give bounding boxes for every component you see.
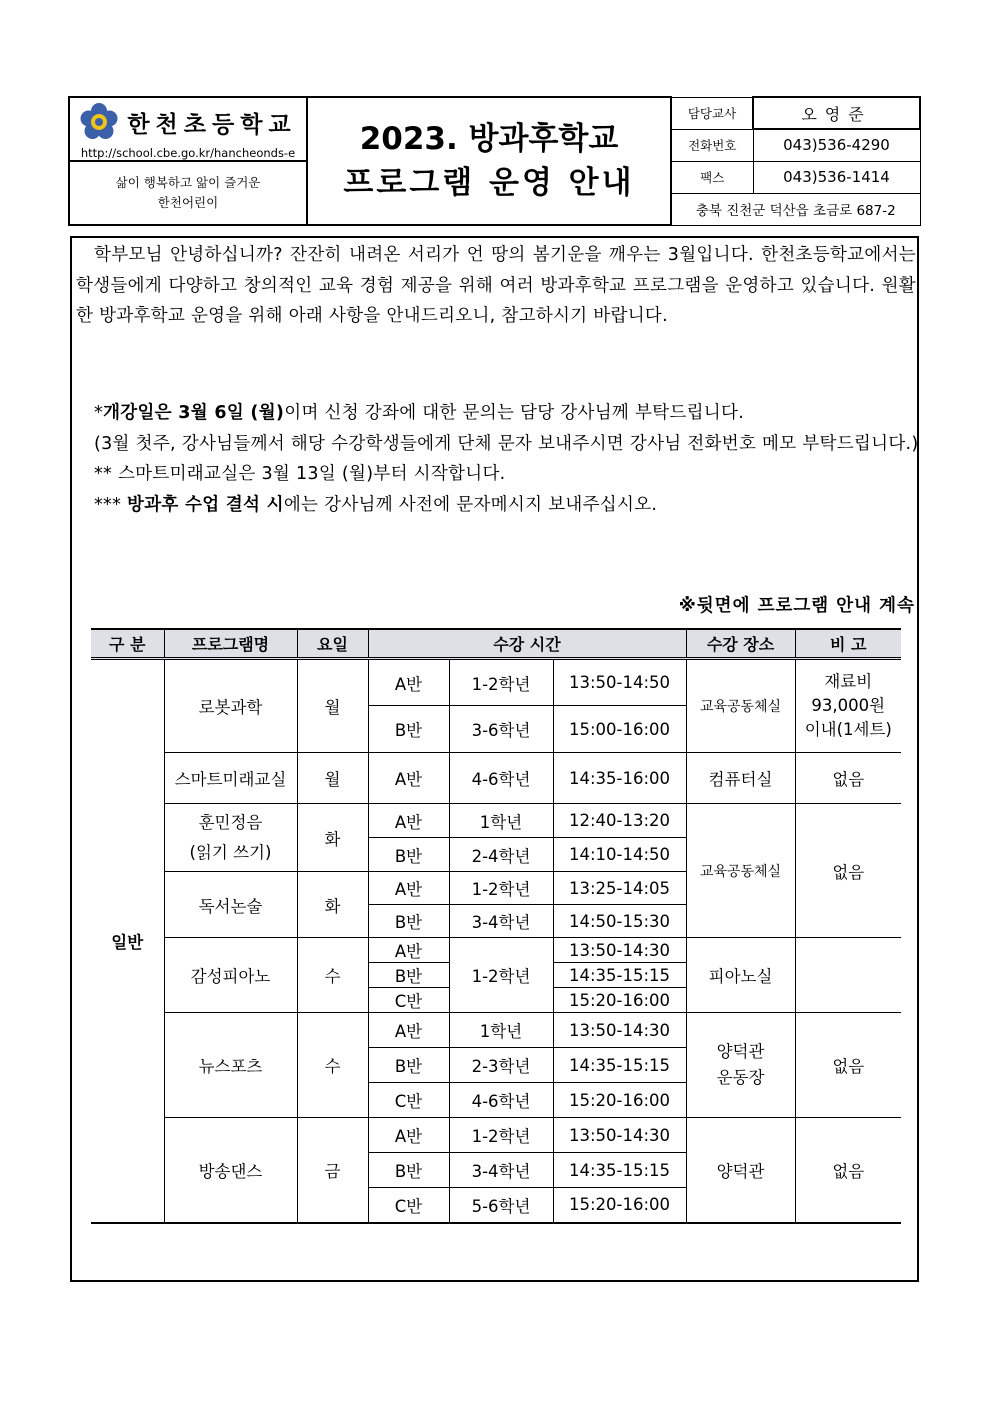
time-cell: 14:35-16:00 (553, 753, 686, 804)
program-name: 로봇과학 (164, 659, 297, 753)
teacher-value: 오영준 (753, 97, 920, 129)
grade-cell: 3-4학년 (449, 905, 553, 938)
fax-value: 043)536-1414 (753, 161, 920, 193)
program-day: 화 (297, 872, 368, 938)
time-cell: 14:50-15:30 (553, 905, 686, 938)
phone-value: 043)536-4290 (753, 129, 920, 161)
grade-cell: 2-3학년 (449, 1048, 553, 1083)
col-note: 비 고 (795, 629, 901, 659)
program-name: 뉴스포츠 (164, 1013, 297, 1118)
class-cell: C반 (368, 1083, 449, 1118)
school-name: 한천초등학교 (127, 111, 297, 138)
table-row (91, 1013, 901, 1048)
time-cell: 13:50-14:30 (553, 938, 686, 963)
note-cell (795, 938, 901, 1013)
grade-cell: 1학년 (449, 1013, 553, 1048)
grade-cell: 1-2학년 (449, 872, 553, 905)
grade-cell: 1-2학년 (449, 938, 553, 1013)
class-cell: B반 (368, 905, 449, 938)
grade-cell: 3-6학년 (449, 706, 553, 753)
col-program: 프로그램명 (164, 629, 297, 659)
note-absence-bold: 방과후 수업 결석 시 (127, 494, 284, 515)
class-cell: B반 (368, 1153, 449, 1188)
class-cell: B반 (368, 706, 449, 753)
class-cell: A반 (368, 804, 449, 838)
note-cell: 없음 (795, 1013, 901, 1118)
teacher-label: 담당교사 (671, 97, 753, 129)
note-teacher-contact: (3월 첫주, 강사님들께서 해당 수강학생들에게 단체 문자 보내주시면 강사님 전화번호 메모 부탁드립니다.) (94, 433, 919, 454)
time-cell: 15:20-16:00 (553, 988, 686, 1013)
time-cell: 12:40-13:20 (553, 804, 686, 838)
place-cell: 컴퓨터실 (686, 753, 795, 804)
note-cell: 없음 (795, 804, 901, 938)
category-cell: 일반 (91, 659, 164, 1223)
program-name-line: 훈민정음 (198, 812, 263, 832)
table-header-row (91, 629, 901, 659)
note-start-date-rest: 이며 신청 강좌에 대한 문의는 담당 강사님께 부탁드립니다. (284, 403, 745, 423)
program-name-line: (읽기 쓰기) (189, 842, 272, 862)
school-address: 충북 진천군 덕산읍 초금로 687-2 (671, 193, 920, 225)
note-line: 이내(1세트) (804, 720, 892, 739)
time-cell: 14:35-15:15 (553, 963, 686, 988)
note-line: 재료비 (824, 672, 873, 691)
place-line: 운동장 (716, 1068, 765, 1087)
col-category: 구 분 (91, 629, 164, 659)
time-cell: 14:35-15:15 (553, 1048, 686, 1083)
place-cell (686, 1013, 795, 1118)
time-cell: 15:20-16:00 (553, 1188, 686, 1223)
fax-label: 팩스 (671, 161, 753, 193)
note-absence-rest: 에는 강사님께 사전에 문자메시지 보내주십시오. (283, 494, 658, 515)
note-absence (94, 490, 920, 521)
note-bullet: * (94, 403, 104, 423)
time-cell: 15:20-16:00 (553, 1083, 686, 1118)
class-cell: A반 (368, 872, 449, 905)
intro-paragraph (76, 240, 916, 332)
title-line-1: 2023. 방과후학교 (359, 121, 619, 157)
program-name: 스마트미래교실 (164, 753, 297, 804)
note-start-date-bold: 개강일은 3월 6일 (월) (103, 403, 285, 423)
school-emblem-icon (79, 102, 119, 142)
grade-cell: 5-6학년 (449, 1188, 553, 1223)
program-name: 독서논술 (164, 872, 297, 938)
place-cell: 양덕관 (686, 1118, 795, 1223)
place-cell: 교육공동체실 (686, 659, 795, 753)
table-row (91, 659, 901, 706)
title-line-2: 프로그램 운영 안내 (343, 165, 635, 201)
motto-line-1: 삶이 행복하고 앎이 즐거운 (115, 175, 261, 190)
note-cell: 없음 (795, 1118, 901, 1223)
document-title (307, 97, 671, 225)
letterhead (68, 96, 921, 226)
table-row (91, 804, 901, 838)
time-cell: 14:10-14:50 (553, 838, 686, 872)
continued-notice: ※뒷면에 프로그램 안내 계속 (678, 596, 915, 616)
note-line: 93,000원 (811, 696, 886, 715)
note-bullet: *** (94, 494, 128, 515)
school-url[interactable]: http://school.cbe.go.kr/hancheonds-e (80, 146, 296, 160)
time-cell: 13:50-14:50 (553, 659, 686, 706)
program-day: 수 (297, 1013, 368, 1118)
class-cell: C반 (368, 1188, 449, 1223)
class-cell: C반 (368, 988, 449, 1013)
grade-cell: 2-4학년 (449, 838, 553, 872)
time-cell: 13:25-14:05 (553, 872, 686, 905)
program-day: 월 (297, 753, 368, 804)
phone-label: 전화번호 (671, 129, 753, 161)
program-day: 월 (297, 659, 368, 753)
grade-cell: 4-6학년 (449, 1083, 553, 1118)
table-row (91, 753, 901, 804)
class-cell: B반 (368, 838, 449, 872)
time-cell: 13:50-14:30 (553, 1118, 686, 1153)
grade-cell: 1-2학년 (449, 1118, 553, 1153)
col-day: 요일 (297, 629, 368, 659)
note-smart-class: ** 스마트미래교실은 3월 13일 (월)부터 시작합니다. (94, 464, 506, 484)
note-cell (795, 659, 901, 753)
table-row (91, 1118, 901, 1153)
time-cell: 15:00-16:00 (553, 706, 686, 753)
class-cell: A반 (368, 938, 449, 963)
note-start-date (94, 398, 920, 429)
class-cell: B반 (368, 1048, 449, 1083)
program-day: 수 (297, 938, 368, 1013)
program-name: 감성피아노 (164, 938, 297, 1013)
grade-cell: 1-2학년 (449, 659, 553, 706)
class-cell: B반 (368, 963, 449, 988)
class-cell: A반 (368, 1013, 449, 1048)
grade-cell: 1학년 (449, 804, 553, 838)
col-time: 수강 시간 (368, 629, 686, 659)
program-name (164, 804, 297, 872)
school-motto (69, 161, 307, 225)
program-day: 화 (297, 804, 368, 872)
place-line: 양덕관 (716, 1042, 765, 1061)
note-cell: 없음 (795, 753, 901, 804)
notice-list (94, 398, 920, 520)
grade-cell: 3-4학년 (449, 1153, 553, 1188)
place-cell: 교육공동체실 (686, 804, 795, 938)
table-row (91, 938, 901, 963)
place-cell: 피아노실 (686, 938, 795, 1013)
col-place: 수강 장소 (686, 629, 795, 659)
class-cell: A반 (368, 659, 449, 706)
motto-line-2: 한천어린이 (157, 195, 219, 210)
time-cell: 13:50-14:30 (553, 1013, 686, 1048)
class-cell: A반 (368, 753, 449, 804)
class-cell: A반 (368, 1118, 449, 1153)
intro-text: 학부모님 안녕하십니까? 잔잔히 내려온 서리가 언 땅의 봄기운을 깨우는 3월입니다. 한천초등학교에서는 학생들에게 다양하고 창의적인 교육 경험 제공을 위해 여러 방과후학교 프로그램을 운영하고 있습니다. 원활한 방과후학교 운영을 위해 아래 사항을 안내드리오니, 참고하시기 바랍니다. (76, 245, 916, 326)
program-schedule-table (91, 628, 901, 1224)
time-cell: 14:35-15:15 (553, 1153, 686, 1188)
program-day: 금 (297, 1118, 368, 1223)
program-name: 방송댄스 (164, 1118, 297, 1223)
school-identity (69, 97, 307, 161)
grade-cell: 4-6학년 (449, 753, 553, 804)
